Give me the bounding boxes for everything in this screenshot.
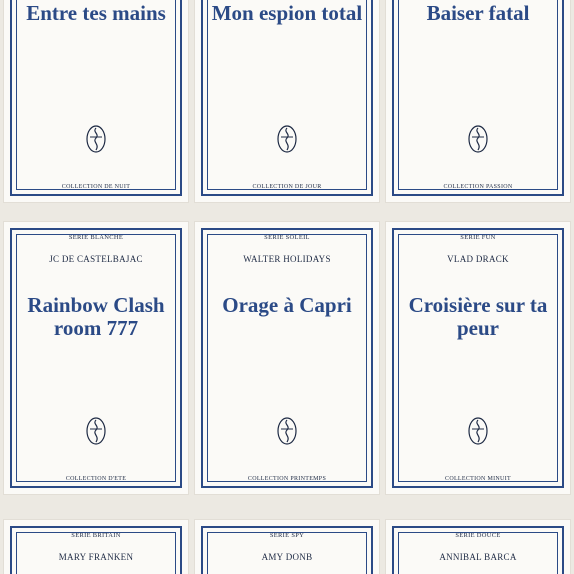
cover-frame: [10, 228, 182, 488]
publisher-emblem-icon: [276, 124, 298, 154]
cover-frame: [201, 0, 373, 196]
cover-title: Baiser fatal: [426, 1, 530, 25]
book-cover[interactable]: [4, 222, 188, 494]
book-cover[interactable]: [386, 222, 570, 494]
cover-title: Entre tes mains: [26, 1, 166, 25]
cover-author: VLAD DRACK: [447, 254, 509, 264]
book-cover[interactable]: [195, 520, 379, 574]
cover-collection: COLLECTION DE NUIT: [61, 184, 131, 190]
cover-author: WALTER HOLIDAYS: [243, 254, 331, 264]
cover-serie: SERIE DOUCE: [455, 532, 501, 539]
cover-frame: [392, 0, 564, 196]
cover-collection: COLLECTION MINUIT: [445, 476, 511, 482]
publisher-emblem-icon: [467, 416, 489, 446]
book-cover[interactable]: [195, 0, 379, 202]
cover-author: MARY FRANKEN: [58, 552, 134, 562]
book-cover[interactable]: [4, 0, 188, 202]
cover-collection: COLLECTION D'ETE: [65, 476, 127, 482]
cover-serie: SERIE SOLEIL: [264, 234, 310, 241]
book-cover[interactable]: [386, 0, 570, 202]
cover-author: AMY DONB: [261, 552, 313, 562]
cover-collection: COLLECTION DE JOUR: [252, 184, 322, 190]
cover-serie: SERIE FUN: [460, 234, 496, 241]
cover-author: JC DE CASTELBAJAC: [49, 254, 143, 264]
book-cover[interactable]: [4, 520, 188, 574]
publisher-emblem-icon: [85, 416, 107, 446]
publisher-emblem-icon: [467, 124, 489, 154]
cover-frame: [10, 0, 182, 196]
publisher-emblem-icon: [276, 416, 298, 446]
book-cover[interactable]: [386, 520, 570, 574]
cover-author: ANNIBAL BARCA: [439, 552, 517, 562]
cover-title: Mon espion total: [211, 1, 363, 25]
cover-serie: SERIE BRITAIN: [71, 532, 121, 539]
cover-collection: COLLECTION PRINTEMPS: [247, 476, 327, 482]
publisher-emblem-icon: [85, 124, 107, 154]
cover-title: Rainbow Clash room 777: [27, 293, 165, 340]
cover-title: Croisière sur ta peur: [408, 293, 548, 340]
cover-serie: SERIE SPY: [269, 532, 305, 539]
book-cover[interactable]: [195, 222, 379, 494]
cover-frame: [392, 228, 564, 488]
cover-frame: [201, 228, 373, 488]
cover-collection: COLLECTION PASSION: [443, 184, 513, 190]
cover-serie: SERIE BLANCHE: [68, 234, 124, 241]
cover-title: Orage à Capri: [222, 293, 352, 317]
